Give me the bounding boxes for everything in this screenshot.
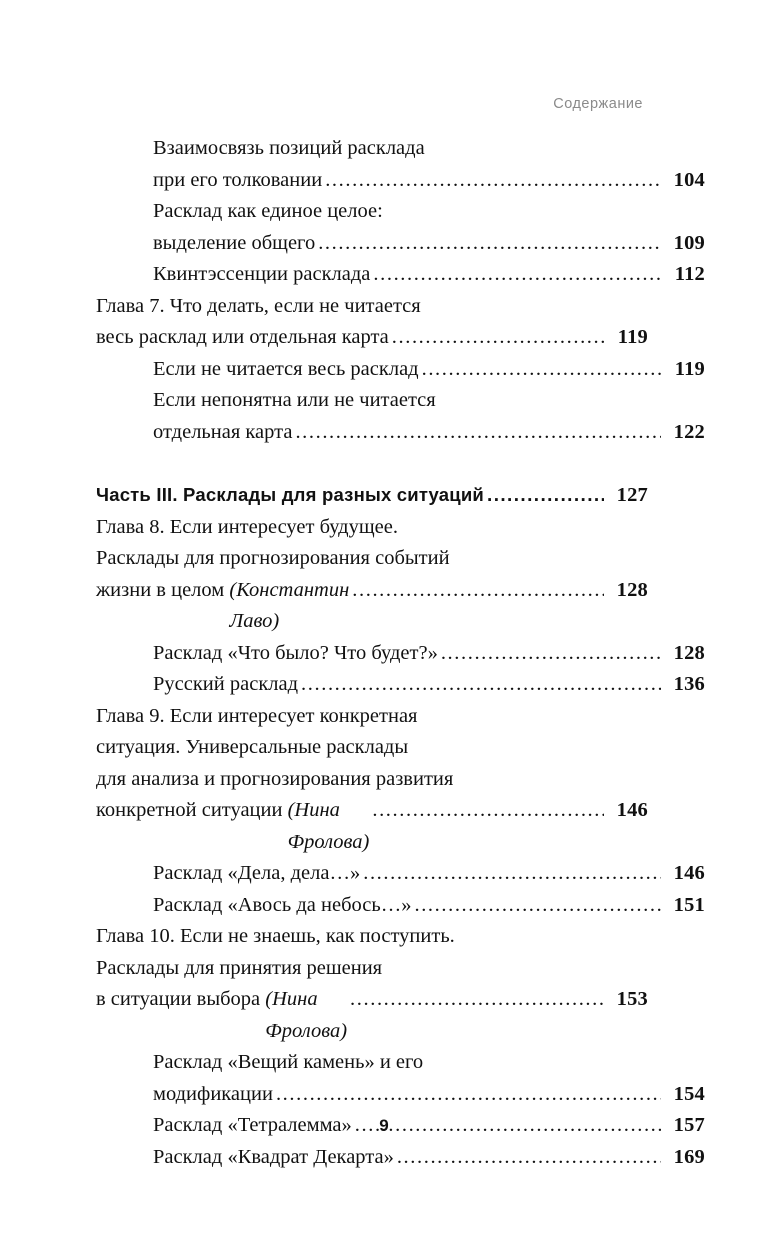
toc-sub-entry[interactable]: [96, 669, 705, 701]
toc-page-number: 157: [673, 1114, 705, 1136]
toc-line: [96, 1142, 705, 1174]
toc-line-text: в ситуации выбора: [96, 988, 266, 1010]
toc-line: [96, 133, 705, 165]
toc-line-text: Расклад как единое целое:: [153, 200, 383, 222]
dot-leader: [350, 984, 604, 1016]
toc-line: [96, 479, 648, 512]
toc-line: [96, 291, 648, 323]
toc-page-number: 128: [673, 641, 705, 664]
toc-sub-entry[interactable]: [96, 259, 705, 291]
toc-line-text: Расклад «Авось да небось…»: [153, 893, 412, 916]
toc-sub-entry[interactable]: [96, 638, 705, 670]
toc-line-text: Если непонятна или не читается: [153, 389, 436, 411]
toc-line: [96, 1047, 705, 1079]
dot-leader: [295, 417, 661, 449]
toc-line: [96, 228, 705, 260]
toc-page-number: 122: [673, 420, 705, 443]
toc-line: [96, 858, 705, 890]
dot-leader: [363, 858, 661, 890]
toc-page-number: 112: [674, 263, 705, 285]
toc-line: [96, 543, 648, 575]
table-of-contents: [96, 133, 705, 1173]
toc-page-number: 109: [673, 231, 705, 254]
toc-page-number: 151: [673, 893, 705, 916]
toc-line-text: модификации: [153, 1082, 273, 1105]
toc-line: [96, 764, 648, 796]
page-number: 9: [379, 1116, 389, 1135]
toc-sub-entry[interactable]: [96, 890, 705, 922]
toc-line-text: Глава 9. Если интересует конкретная: [96, 704, 418, 727]
toc-part-entry[interactable]: [96, 479, 648, 512]
toc-line-text: Расклад «Вещий камень» и его: [153, 1051, 424, 1073]
toc-page-number: 104: [673, 168, 705, 191]
toc-line: [96, 512, 648, 544]
dot-leader: [325, 165, 661, 197]
toc-sub-entry[interactable]: [96, 385, 705, 448]
toc-line-text: Часть III. Расклады для разных ситуаций: [96, 484, 485, 505]
toc-chapter-entry[interactable]: [96, 291, 648, 354]
dot-leader: [414, 890, 661, 922]
dot-leader: [301, 669, 661, 701]
toc-line-text: Глава 10. Если не знаешь, как поступить.: [96, 925, 455, 947]
toc-line: [96, 732, 648, 764]
section-spacer: [96, 448, 648, 479]
toc-line: [96, 322, 648, 354]
toc-line-text: Русский расклад: [153, 673, 299, 695]
dot-leader: [373, 259, 661, 291]
toc-page-number: 136: [673, 673, 705, 695]
toc-sub-entry[interactable]: [96, 1047, 705, 1110]
running-head: Содержание: [553, 96, 643, 112]
toc-line: [96, 669, 705, 701]
toc-line: [96, 196, 705, 228]
toc-line-text: Расклад «Квадрат Декарта»: [153, 1145, 394, 1168]
toc-author-note: (Нина Фролова): [265, 988, 348, 1042]
toc-line: [96, 795, 648, 858]
toc-page-number: 128: [616, 578, 648, 601]
toc-sub-entry[interactable]: [96, 1142, 705, 1174]
toc-sub-entry[interactable]: [96, 354, 705, 386]
toc-line-text: выделение общего: [153, 231, 316, 254]
toc-line-text: Расклады для принятия решения: [96, 956, 383, 979]
toc-line-text: ситуация. Универсальные расклады: [96, 736, 409, 758]
toc-line-text: отдельная карта: [153, 420, 293, 443]
toc-chapter-entry[interactable]: [96, 701, 648, 859]
dot-leader: [487, 480, 604, 512]
toc-page-number: 127: [616, 484, 648, 506]
toc-line-text: Расклад «Что было? Что будет?»: [153, 641, 438, 664]
toc-author-note: (Константин Лаво): [229, 578, 350, 632]
toc-line: [96, 417, 705, 449]
toc-line: [96, 354, 705, 386]
toc-page-number: 119: [674, 357, 705, 380]
toc-author-note: (Нина Фролова): [287, 799, 370, 853]
toc-page-number: 119: [617, 326, 648, 348]
toc-sub-entry[interactable]: [96, 133, 705, 196]
toc-line: [96, 385, 705, 417]
toc-line-text: жизни в целом: [96, 578, 230, 601]
dot-leader: [441, 638, 661, 670]
toc-chapter-entry[interactable]: [96, 512, 648, 638]
toc-line: [96, 984, 648, 1047]
toc-line-text: конкретной ситуации: [96, 799, 288, 821]
toc-line: [96, 575, 648, 638]
toc-line: [96, 701, 648, 733]
toc-page-number: 169: [673, 1145, 705, 1168]
toc-page-number: 146: [673, 862, 705, 884]
toc-line-text: Глава 7. Что делать, если не читается: [96, 294, 421, 317]
dot-leader: [422, 354, 661, 386]
toc-line-text: Если не читается весь расклад: [153, 357, 419, 380]
toc-sub-entry[interactable]: [96, 858, 705, 890]
toc-page-number: 154: [673, 1082, 705, 1105]
toc-line-text: Расклад «Тетралемма»: [153, 1114, 352, 1136]
toc-line-text: Глава 8. Если интересует будущее.: [96, 515, 398, 538]
toc-line-text: для анализа и прогнозирования развития: [96, 767, 454, 790]
dot-leader: [372, 795, 604, 827]
toc-line: [96, 259, 705, 291]
toc-page-number: 146: [616, 799, 648, 821]
dot-leader: [276, 1079, 661, 1111]
toc-line-text: весь расклад или отдельная карта: [96, 326, 389, 348]
toc-line: [96, 1079, 705, 1111]
dot-leader: [397, 1142, 661, 1174]
toc-page-number: 153: [616, 988, 648, 1010]
dot-leader: [318, 228, 661, 260]
toc-chapter-entry[interactable]: [96, 921, 648, 1047]
dot-leader: [352, 575, 604, 607]
toc-line: [96, 165, 705, 197]
toc-line: [96, 638, 705, 670]
toc-line-text: при его толковании: [153, 168, 323, 191]
dot-leader: [392, 322, 604, 354]
toc-line-text: Взаимосвязь позиций расклада: [153, 137, 425, 159]
toc-line-text: Квинтэссенции расклада: [153, 263, 371, 285]
toc-line-text: Расклады для прогнозирования событий: [96, 547, 450, 569]
toc-line-text: Расклад «Дела, дела…»: [153, 862, 361, 884]
toc-sub-entry[interactable]: [96, 196, 705, 259]
toc-line: [96, 953, 648, 985]
toc-line: [96, 890, 705, 922]
toc-line: [96, 921, 648, 953]
